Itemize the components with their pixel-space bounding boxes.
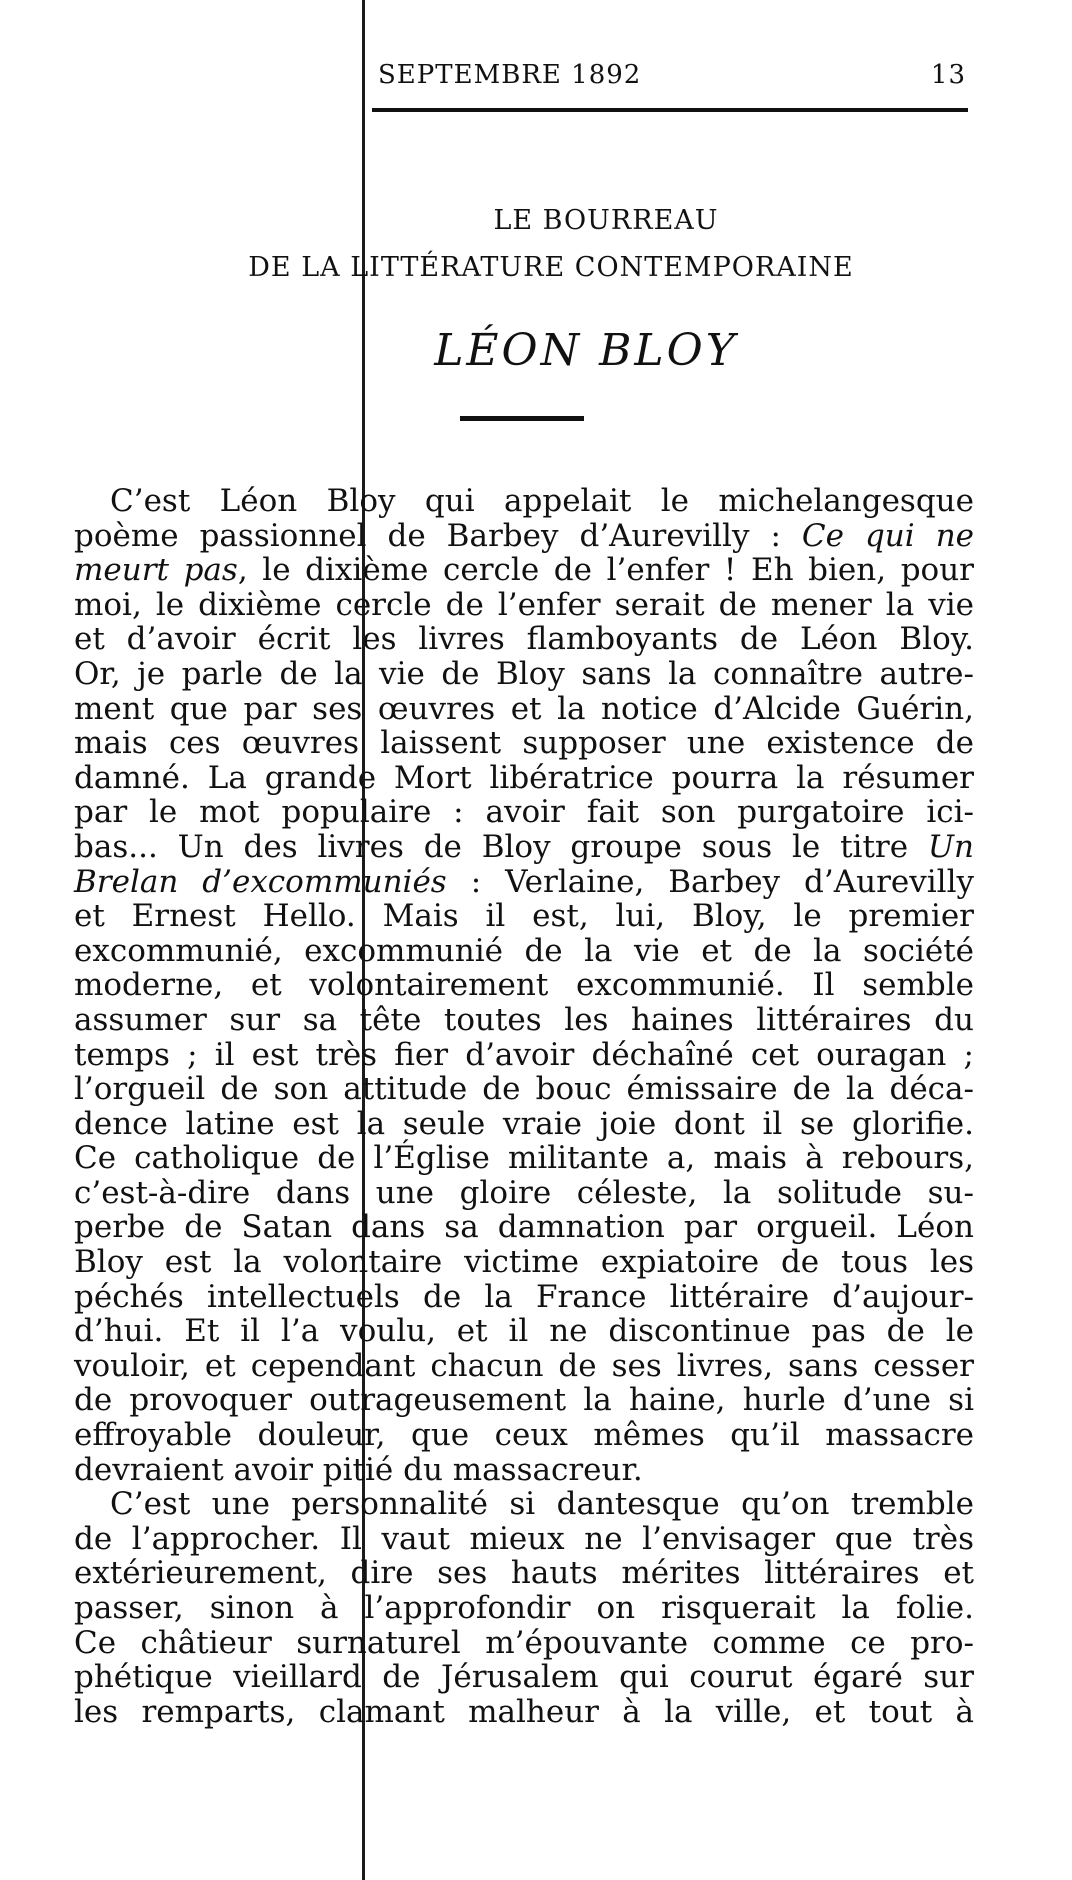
italic-text-run: Ce qui ne (801, 517, 974, 554)
text-line: C’est une personnalité si dantesque qu’on tremble (110, 1486, 974, 1523)
text-line (74, 865, 974, 900)
text-line: de provoquer outrageusement la haine, hurle d’une si (74, 1382, 974, 1419)
text-line: ment que par ses œuvres et la notice d’Alcide Guérin, (74, 690, 974, 727)
text-line: l’orgueil de son attitude de bouc émissaire de la déca- (74, 1071, 974, 1108)
text-line: vouloir, et cependant chacun de ses livres, sans cesser (74, 1347, 974, 1384)
text-line: phétique vieillard de Jérusalem qui courut égaré sur (74, 1659, 974, 1696)
text-line: assumer sur sa tête toutes les haines littéraires du (74, 1001, 974, 1038)
text-line: passer, sinon à l’approfondir on risquerait la folie. (74, 1590, 974, 1626)
text-run: bas... Un des livres de Bloy groupe sous le titre (74, 828, 928, 865)
page-number: 13 (930, 60, 966, 90)
text-line: C’est Léon Bloy qui appelait le michelangesque (110, 483, 974, 519)
text-line: moderne, et volontairement excommunié. Il semble (74, 967, 974, 1004)
text-line: extérieurement, dire ses hauts mérites littéraires et (74, 1555, 974, 1592)
text-line: excommunié, excommunié de la vie et de la société (74, 932, 974, 969)
text-line: Ce châtieur surnaturel m’épouvante comme ce pro- (74, 1624, 974, 1661)
italic-text-run: Un (927, 828, 974, 865)
text-line: mais ces œuvres laissent supposer une existence de (74, 725, 974, 762)
text-line: Ce catholique de l’Église militante a, mais à rebours, (74, 1140, 974, 1177)
text-line: et Ernest Hello. Mais il est, lui, Bloy, le premier (74, 898, 974, 935)
text-line (74, 553, 974, 588)
article-title-line-1: LE BOURREAU (493, 205, 719, 236)
running-title: SEPTEMBRE 1892 (378, 60, 642, 90)
text-run: : Verlaine, Barbey d’Aurevilly (446, 863, 975, 900)
text-run: poème passionnel de Barbey d’Aurevilly : (74, 517, 802, 554)
paragraph-1 (74, 484, 974, 1487)
text-line: par le mot populaire : avoir fait son purgatoire ici- (74, 794, 974, 831)
italic-text-run: Brelan d’excommuniés (74, 863, 447, 900)
article-body (74, 484, 974, 1729)
text-line: et d’avoir écrit les livres flamboyants de Léon Bloy. (74, 621, 974, 658)
text-line: péchés intellectuels de la France littéraire d’aujour- (74, 1278, 974, 1315)
text-line: perbe de Satan dans sa damnation par orgueil. Léon (74, 1209, 974, 1246)
text-line: moi, le dixième cercle de l’enfer serait de mener la vie (74, 586, 974, 623)
text-line: les remparts, clamant malheur à la ville, et tout à (74, 1693, 974, 1730)
text-line: de l’approcher. Il vaut mieux ne l’envisager que très (74, 1520, 974, 1557)
text-line: damné. La grande Mort libératrice pourra la résumer (74, 759, 974, 796)
author-name: LÉON BLOY (434, 325, 738, 376)
text-line: devraient avoir pitié du massacreur. (74, 1451, 643, 1488)
running-head (372, 56, 972, 96)
text-line: c’est-à-dire dans une gloire céleste, la solitude su- (74, 1174, 974, 1211)
text-line: dence latine est la seule vraie joie dont il se glorifie. (74, 1105, 974, 1142)
article-title-line-2: DE LA LITTÉRATURE CONTEMPORAINE (248, 252, 854, 283)
text-line: Or, je parle de la vie de Bloy sans la connaître autre- (74, 655, 974, 692)
paragraph-2 (74, 1487, 974, 1729)
text-line: Bloy est la volontaire victime expiatoire de tous les (74, 1244, 974, 1281)
ornament-rule (460, 416, 584, 421)
text-line: temps ; il est très fier d’avoir déchaîné cet ouragan ; (74, 1036, 974, 1073)
text-line: effroyable douleur, que ceux mêmes qu’il massacre (74, 1417, 974, 1454)
text-run: , le dixième cercle de l’enfer ! Eh bien, pour (237, 552, 974, 589)
text-line: d’hui. Et il l’a voulu, et il ne discontinue pas de le (74, 1313, 974, 1350)
header-rule (372, 108, 968, 112)
italic-text-run: meurt pas (74, 552, 238, 589)
text-line (74, 830, 974, 865)
text-line (74, 519, 974, 554)
